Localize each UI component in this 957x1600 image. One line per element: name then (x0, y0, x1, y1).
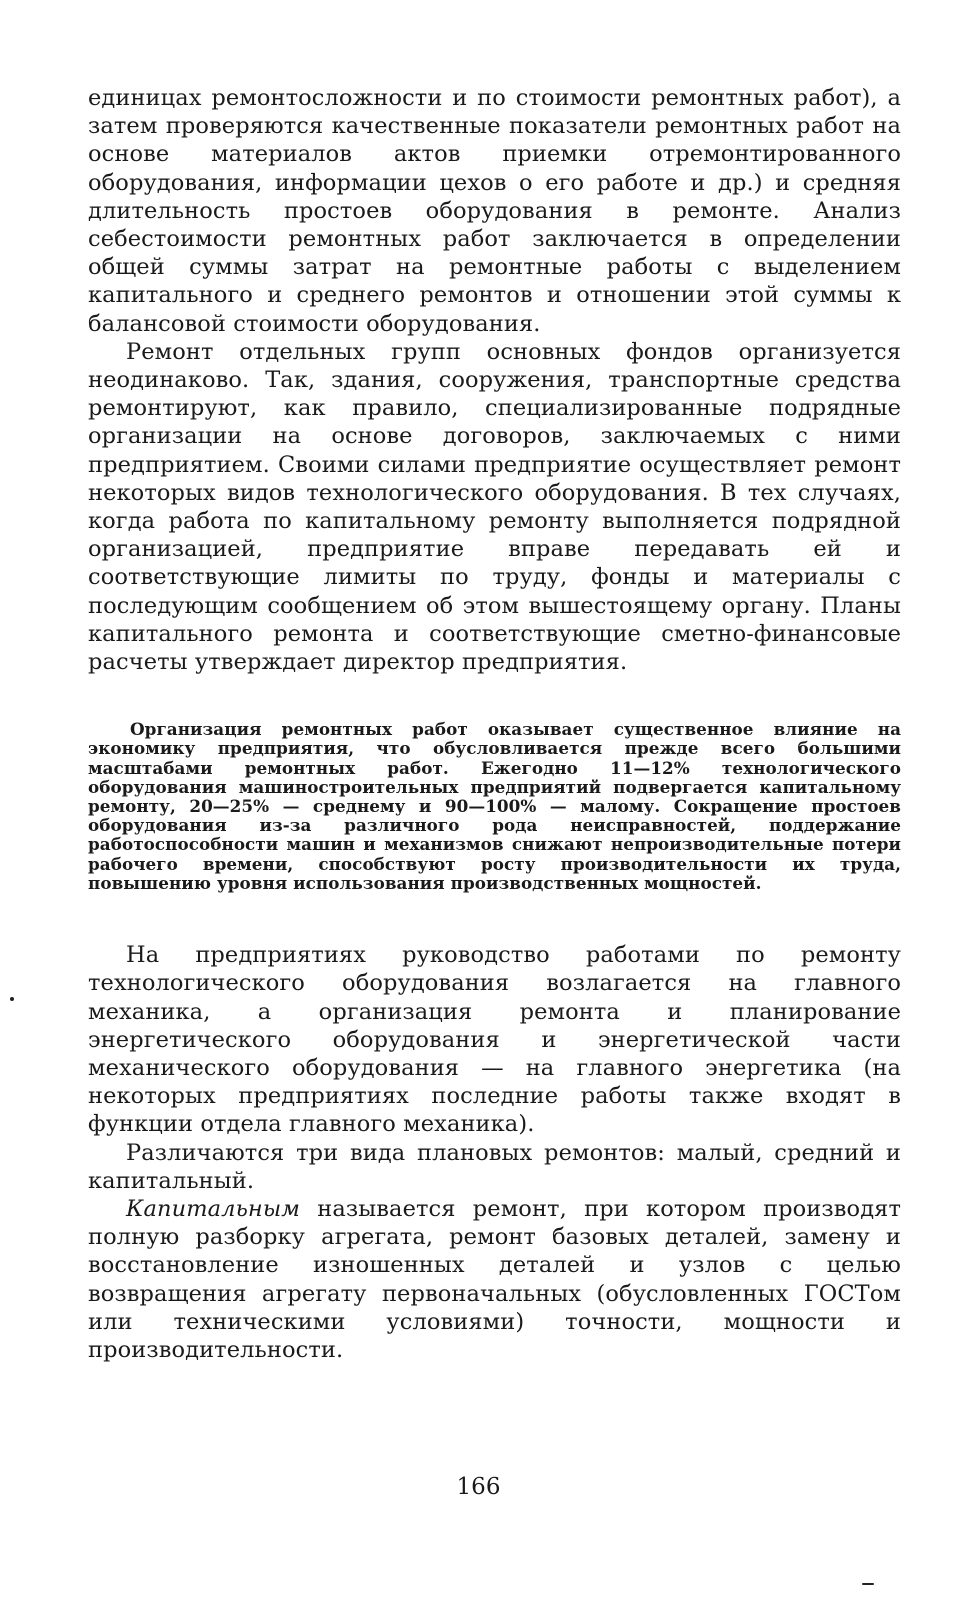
section-gap (88, 893, 901, 941)
small-print-note: Организация ремонтных работ оказывает существенное влияние на экономику предприятия, что обусловливается прежде всего большими масштабами ремонтных работ. Ежегодно 11—12% технологического оборудования машиностроительных предприятий подвергается капитальному ремонту, 20—25% — среднему и 90—100% — малому. Сокращение простоев оборудования из-за различного рода неисправностей, поддержание работоспособности машин и механизмов снижают непроизводительные потери рабочего времени, способствуют росту производительности их труда, повышению уровня использования производственных мощностей. (88, 719, 901, 893)
paragraph-repair-groups: Ремонт отдельных групп основных фондов организуется неодинаково. Так, здания, сооружения, транспортные средства ремонтируют, как правило, специализированные подрядные организации на основе договоров, заключаемых с ними предприятием. Своими силами предприятие осуществляет ремонт некоторых видов технологического оборудования. В тех случаях, когда работа по капитальному ремонту выполняется подрядной организацией, предприятие вправе передавать ей и соответствующие лимиты по труду, фонды и материалы с последующим сообщением об этом вышестоящему органу. Планы капитального ремонта и соответствующие сметно-финансовые расчеты утверждает директор предприятия. (88, 338, 901, 676)
capital-definition: называется ремонт, при котором производят полную разборку агрегата, ремонт базовых деталей, замену и восстановление изношенных деталей и узлов с целью возвращения агрегату первоначальных (обусловленных ГОСТом или техническими условиями) точности, мощности и производительности. (88, 1195, 901, 1363)
paragraph-management: На предприятиях руководство работами по ремонту технологического оборудования возлагается на главного механика, а организация ремонта и планирование энергетического оборудования и энергетической части механического оборудования — на главного энергетика (на некоторых предприятиях последние работы также входят в функции отдела главного механика). (88, 942, 901, 1138)
paragraph-continuation: единицах ремонтосложности и по стоимости ремонтных работ), а затем проверяются качественные показатели ремонтных работ на основе материалов актов приемки отремонтированного оборудования, информации цехов о его работе и др.) и средняя длительность простоев оборудования в ремонте. Анализ себестоимости ремонтных работ заключается в определении общей суммы затрат на ремонтные работы с выделением капитального и среднего ремонтов и отношении этой суммы к балансовой стоимости оборудования. (88, 85, 901, 337)
scan-speck (10, 997, 14, 1001)
paragraph-repair-types: Различаются три вида плановых ремонтов: малый, средний и капитальный. (88, 1139, 901, 1194)
term-capital: Капитальным (126, 1195, 301, 1222)
paragraph-capital-repair (88, 1195, 901, 1364)
page-number: 166 (456, 1474, 501, 1500)
scan-speck (862, 1583, 874, 1585)
page-body (88, 84, 901, 1364)
